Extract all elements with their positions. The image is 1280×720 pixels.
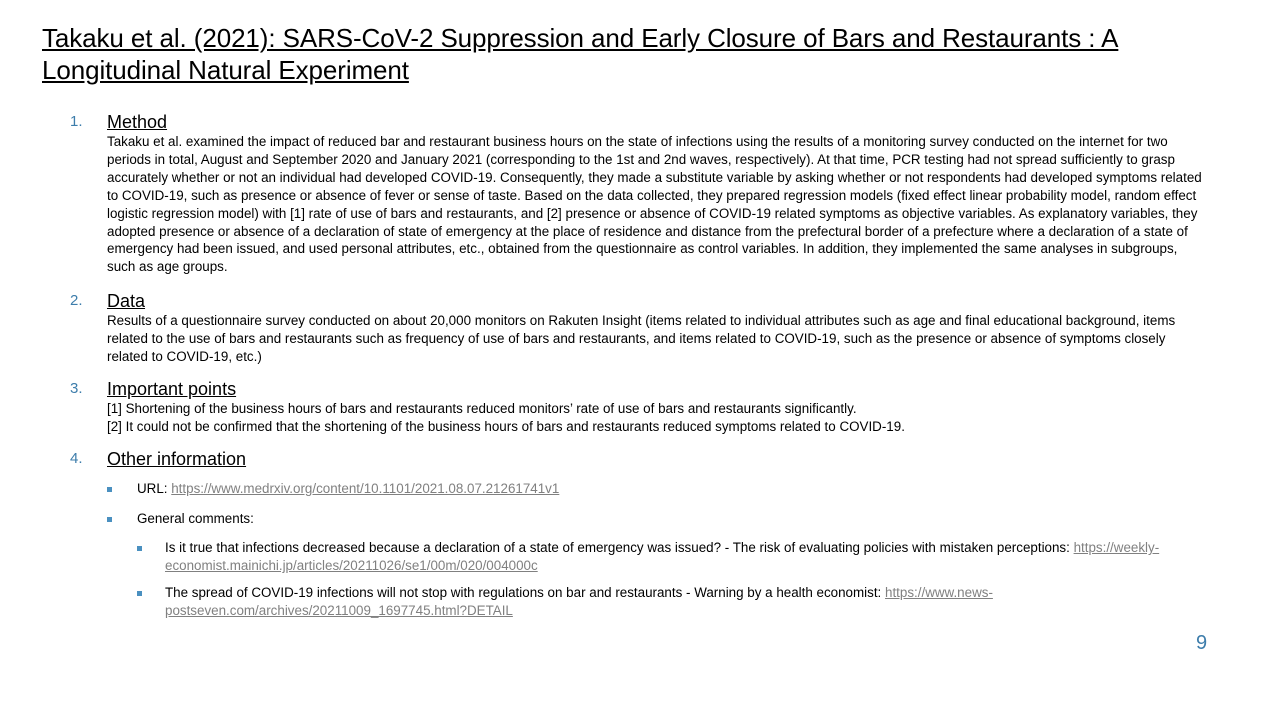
section-heading-data: Data (107, 291, 146, 311)
section-number: 3. (70, 380, 83, 397)
section-heading-method: Method (107, 112, 168, 132)
paper-url-link[interactable]: https://www.medrxiv.org/content/10.1101/2021.08.07.21261741v1 (171, 481, 560, 496)
section-number: 2. (70, 292, 83, 309)
bullet-url (107, 480, 1207, 498)
method-body: Takaku et al. examined the impact of reduced bar and restaurant business hours on the state of infections using the results of a monitoring survey conducted on the internet for two periods in total, August and September 2020 and January 2021 (corresponding to the 1st and 2nd waves, respectively). At that time, PCR testing had not spread sufficiently to grasp accurately whether or not an individual had developed COVID-19. Consequently, they made a substitute variable by asking whether or not respondents had developed symptoms related to COVID-19, such as presence or absence of fever or sense of taste. Based on the data collected, they prepared regression models (fixed effect linear probability model, random effect logistic regression model) with [1] rate of use of bars and restaurants, and [2] presence or absence of COVID-19 related symptoms as objective variables. As explanatory variables, they adopted presence or absence of a declaration of state of emergency at the place of residence and distance from the prefectural border of a prefecture where a declaration of a state of emergency had been issued, and used personal attributes, etc., obtained from the questionnaire as control variables. In addition, they implemented the same analyses in subgroups, such as age groups. (107, 134, 1202, 275)
comment-1-link[interactable]: https://weekly-economist.mainichi.jp/articles/20211026/se1/00m/020/004000c (165, 540, 1160, 573)
section-heading-other-information: Other information (107, 449, 247, 469)
general-comments-label: General comments: (137, 511, 254, 526)
comment-2 (137, 584, 1212, 620)
page-number: 9 (1196, 632, 1208, 654)
section-heading-important-points: Important points (107, 379, 237, 399)
comment-2-link[interactable]: https://www.news-postseven.com/archives/20211009_1697745.html?DETAIL (165, 585, 993, 618)
important-points-body (107, 400, 1207, 436)
bullet-general-comments (107, 510, 1207, 528)
data-body: Results of a questionnaire survey conducted on about 20,000 monitors on Rakuten Insight (items related to individual attributes such as age and final educational background, items related to the use of bars and restaurants such as frequency of use of bars and restaurants, and items related to COVID-19, such as the presence or absence of symptoms closely related to COVID-19, etc.) (107, 313, 1176, 364)
bullet-square-icon (137, 591, 142, 596)
comment-2-text: The spread of COVID-19 infections will not stop with regulations on bar and restaurants - Warning by a health economist: (165, 585, 885, 600)
important-point-1: [1] Shortening of the business hours of bars and restaurants reduced monitors’ rate of use of bars and restaurants significantly. (107, 401, 857, 416)
section-number: 1. (70, 113, 83, 130)
important-point-2: [2] It could not be confirmed that the shortening of the business hours of bars and restaurants reduced symptoms related to COVID-19. (107, 418, 905, 434)
bullet-square-icon (107, 487, 112, 492)
bullet-square-icon (137, 546, 142, 551)
comment-1-text: Is it true that infections decreased because a declaration of a state of emergency was issued? - The risk of evaluating policies with mistaken perceptions: (165, 540, 1074, 555)
slide-title: Takaku et al. (2021): SARS-CoV-2 Suppression and Early Closure of Bars and Restaurants : A Longitudinal Natural Experiment (42, 23, 1119, 85)
bullet-square-icon (107, 517, 112, 522)
comment-1 (137, 539, 1212, 575)
url-label: URL: (137, 481, 172, 496)
section-number: 4. (70, 450, 83, 467)
